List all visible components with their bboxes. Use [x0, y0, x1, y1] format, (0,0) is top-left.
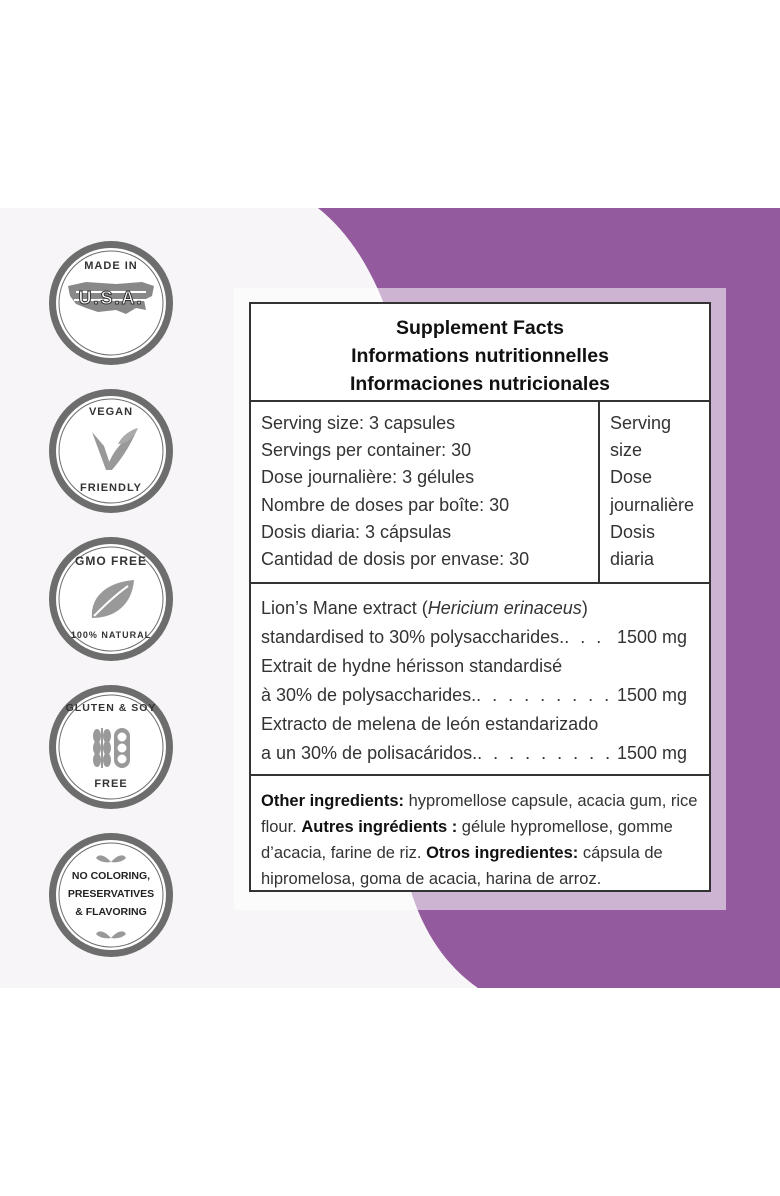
ingredient-amount: 1500 mg — [616, 685, 687, 705]
other-ingredients-text-es: cápsula de hipromelosa, goma de acacia, harina de arroz. — [261, 844, 663, 888]
badge-bottom-text: FRIENDLY — [80, 482, 142, 494]
ingredient-row-text: standardised to 30% polysaccharides. — [261, 627, 565, 647]
ingredient-row-text: Extrait de hydne hérisson standardisé — [261, 656, 563, 676]
badge-center-text: U.S.A. — [78, 288, 144, 308]
serving-line: Nombre de doses par boîte: 30 — [261, 494, 510, 515]
badge-top-text: MADE IN — [84, 260, 138, 272]
badge-center-line-1: NO COLORING, — [71, 870, 151, 882]
other-ingredients-label-fr: Autres ingrédients : — [301, 818, 458, 836]
ingredient-leader-dots — [476, 681, 609, 710]
serving-line: Cantidad de dosis por envase: 30 — [261, 549, 530, 570]
badge-top-text: VEGAN — [88, 406, 134, 418]
facts-title-fr: Informations nutritionnelles — [351, 345, 609, 367]
ingredient-leader-dots — [564, 623, 609, 652]
ingredient-row-text: Extracto de melena de león estandarizado — [261, 714, 599, 734]
badge-bottom-text: FREE — [94, 778, 128, 790]
serving-right-line: journalière — [610, 494, 695, 515]
ingredient-name: Lion’s Mane extract ( — [261, 598, 428, 618]
ingredient-amount: 1500 mg — [616, 627, 687, 647]
ingredients-section — [251, 584, 709, 776]
other-ingredients-text-fr: gélule hypromellose, gomme d’acacia, farine de riz. — [261, 818, 673, 862]
serving-right-line: diaria — [610, 549, 655, 570]
serving-right-line: Dosis — [610, 521, 656, 542]
ingredient-paren: ) — [581, 598, 588, 618]
soybean-icon — [114, 728, 130, 768]
other-ingredients-label-en: Other ingredients: — [261, 792, 405, 810]
other-ingredients-text-en: hypromellose capsule, acacia gum, rice flour. — [261, 792, 698, 836]
ingredient-row — [261, 652, 709, 681]
serving-info-left — [251, 402, 600, 582]
wheat-icon — [93, 728, 111, 768]
ingredient-row — [261, 623, 687, 652]
ingredient-amount: 1500 mg — [616, 743, 687, 763]
badge-gluten-soy-free — [46, 682, 176, 812]
badge-no-coloring — [46, 830, 176, 960]
supplement-facts-panel — [249, 302, 711, 892]
serving-info-right — [600, 402, 709, 582]
badge-center-line-3: & FLAVORING — [75, 906, 147, 918]
serving-line: Dose journalière: 3 gélules — [261, 467, 475, 488]
badge-top-text: GMO FREE — [74, 554, 147, 568]
serving-right-line: Serving — [610, 413, 672, 433]
facts-title-es: Informaciones nutricionales — [349, 373, 611, 395]
facts-title-en: Supplement Facts — [396, 317, 564, 339]
serving-line: Servings per container: 30 — [261, 440, 472, 461]
badge-center-line-2: PRESERVATIVES — [67, 888, 155, 900]
other-ingredients — [251, 776, 709, 892]
badge-column — [46, 238, 176, 978]
ingredient-leader-dots — [477, 739, 609, 768]
serving-section — [251, 402, 709, 584]
badge-gmo-free — [46, 534, 176, 664]
badge-made-in-usa — [46, 238, 176, 368]
ingredient-heading — [261, 594, 709, 623]
ingredient-row-text: à 30% de polysaccharides. — [261, 685, 477, 705]
ingredient-row-text: a un 30% de polisacáridos. — [261, 743, 478, 763]
badge-bottom-text: 100% NATURAL — [70, 630, 152, 640]
ingredient-latin-name: Hericium erinaceus — [427, 598, 582, 618]
serving-line: Serving size: 3 capsules — [261, 413, 456, 433]
ingredient-row — [261, 681, 687, 710]
facts-title-block — [251, 304, 709, 402]
ingredient-row — [261, 710, 709, 739]
other-ingredients-label-es: Otros ingredientes: — [426, 844, 579, 862]
serving-line: Dosis diaria: 3 cápsulas — [261, 521, 452, 542]
serving-right-line: Dose — [610, 467, 653, 488]
badge-top-text: GLUTEN & SOY — [65, 702, 157, 714]
ingredient-row — [261, 739, 687, 768]
serving-right-line: size — [610, 440, 643, 461]
badge-vegan-friendly — [46, 386, 176, 516]
